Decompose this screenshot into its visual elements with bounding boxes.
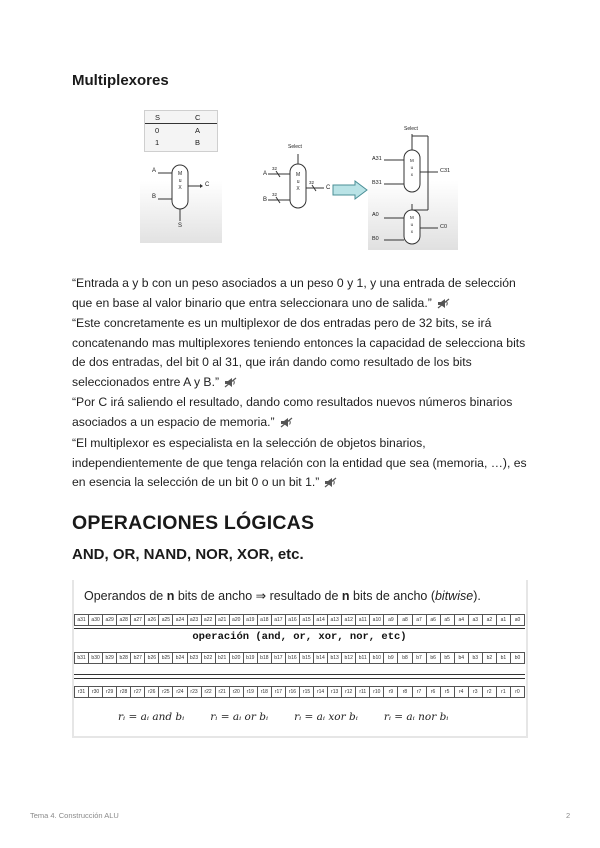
bit-cell: b5	[441, 653, 455, 663]
heading-sub: AND, OR, NAND, NOR, XOR, etc.	[72, 546, 304, 563]
bit-cell: a8	[398, 615, 412, 625]
mux-diagram-basic	[140, 157, 222, 243]
mux-input-a: A	[263, 171, 268, 177]
bit-cell: a11	[356, 615, 370, 625]
bit-cell: a0	[511, 615, 525, 625]
formula: rᵢ = aᵢ nor bᵢ	[383, 711, 449, 723]
footer-title: Tema 4. Construcción ALU	[30, 811, 119, 820]
paragraph	[72, 274, 530, 315]
bit-cell: b15	[300, 653, 314, 663]
truth-table	[144, 110, 218, 152]
speaker-icon[interactable]	[224, 375, 237, 395]
bit-cell: b1	[497, 653, 511, 663]
bit-cell: r26	[145, 687, 159, 697]
bit-cell: r28	[117, 687, 131, 697]
mux-body-letter: u	[410, 222, 414, 227]
bit-cell: b12	[342, 653, 356, 663]
operation-label: operación (and, or, xor, nor, etc)	[192, 631, 407, 643]
bit-cell: r22	[202, 687, 216, 697]
bit-cell: b10	[370, 653, 384, 663]
bit-cell: a22	[202, 615, 216, 625]
bit-cell: r11	[356, 687, 370, 697]
mux-select-title: Select	[288, 144, 302, 150]
bit-cell: a3	[469, 615, 483, 625]
mux-input-b31: B31	[372, 180, 382, 186]
truth-table-cell: 1	[155, 138, 160, 147]
mux-body-letter: u	[410, 165, 414, 170]
formula: rᵢ = aᵢ xor bᵢ	[294, 711, 358, 723]
bit-cell: b4	[455, 653, 469, 663]
bit-cell: r18	[258, 687, 272, 697]
speaker-icon[interactable]	[280, 415, 293, 435]
bit-cell: b13	[328, 653, 342, 663]
bit-cell: r2	[483, 687, 497, 697]
formula: rᵢ = aᵢ or bᵢ	[210, 711, 269, 723]
bit-cell: r25	[159, 687, 173, 697]
bitwise-figure	[72, 580, 528, 738]
mux-input-b: B	[152, 194, 157, 200]
bit-cell: a18	[258, 615, 272, 625]
bit-cell: b30	[89, 653, 103, 663]
paragraph	[72, 393, 530, 434]
bit-cell: b28	[117, 653, 131, 663]
bit-cell: b29	[103, 653, 117, 663]
bitwise-title: Operandos de n bits de ancho ⇒ resultado de n bits de ancho (bitwise).	[84, 589, 481, 603]
bit-cell: r27	[131, 687, 145, 697]
bit-cell: a6	[427, 615, 441, 625]
paragraph-text: “Este concretamente es un multiplexor de dos entradas pero de 32 bits, se irá concatenando mas multiplexores teniendo entonces la capacidad de selecciona bits de dos entradas, del bit 0 al 31, que irán dando como resultado de los bits seleccionados entre A y B.”	[72, 316, 526, 389]
bit-cell: b9	[384, 653, 398, 663]
mux-output-c: C	[326, 185, 331, 191]
bit-cell: a29	[103, 615, 117, 625]
bit-cell: a20	[230, 615, 244, 625]
bit-cell: r15	[300, 687, 314, 697]
truth-table-cell: B	[195, 138, 201, 147]
mux-input-a31: A31	[372, 156, 382, 162]
bit-cell: b8	[398, 653, 412, 663]
paragraph-text: “El multiplexor es especialista en la selección de objetos binarios, independientemente de que tenga relación con la entidad que sea (memoria, …), es en esencia la selección de un bit 0 o un bit 1.”	[72, 436, 527, 489]
figure-border	[72, 736, 528, 738]
bit-cell: a28	[117, 615, 131, 625]
mux-input-b0: B0	[372, 236, 379, 242]
bit-cell: a10	[370, 615, 384, 625]
mux-body-letter: x	[410, 172, 413, 177]
bit-cell: a5	[441, 615, 455, 625]
bit-cell: b19	[244, 653, 258, 663]
bit-cell: r21	[216, 687, 230, 697]
bit-cell: a23	[188, 615, 202, 625]
divider	[74, 678, 525, 679]
divider	[74, 674, 525, 675]
speaker-icon[interactable]	[324, 475, 337, 495]
bit-cell: b17	[272, 653, 286, 663]
operand-a-row	[74, 614, 525, 626]
truth-table-cell: 0	[155, 126, 160, 135]
bit-cell: b21	[216, 653, 230, 663]
paragraph	[72, 434, 530, 495]
bit-cell: r30	[89, 687, 103, 697]
mux-output-c: C	[205, 182, 210, 188]
mux-output-c31: C31	[440, 168, 451, 174]
mux-diagram-cascade	[368, 124, 458, 250]
bit-cell: r12	[342, 687, 356, 697]
bit-cell: b20	[230, 653, 244, 663]
bus-width-label: 32	[272, 166, 278, 171]
formula: rᵢ = aᵢ and bᵢ	[118, 711, 185, 723]
bit-cell: r3	[469, 687, 483, 697]
bit-cell: a2	[483, 615, 497, 625]
mux-select-s: S	[178, 223, 183, 229]
bit-cell: b2	[483, 653, 497, 663]
mux-input-a0: A0	[372, 212, 379, 218]
bit-cell: r13	[328, 687, 342, 697]
mux-body-letter: X	[178, 185, 182, 191]
paragraph	[72, 314, 530, 394]
bit-cell: a31	[75, 615, 89, 625]
mux-output-c0: C0	[440, 224, 448, 230]
bit-cell: a26	[145, 615, 159, 625]
bit-cell: b26	[145, 653, 159, 663]
bit-cell: r8	[398, 687, 412, 697]
mux-input-a: A	[152, 168, 157, 174]
bit-cell: a27	[131, 615, 145, 625]
formula-list	[118, 711, 448, 723]
operand-b-row	[74, 652, 525, 664]
bus-width-label: 32	[309, 180, 315, 185]
paragraph-text: “Por C irá saliendo el resultado, dando como resultados nuevos números binarios asociados a un espacio de memoria.”	[72, 395, 513, 429]
bit-cell: b0	[511, 653, 525, 663]
mux-body-letter: x	[410, 229, 413, 234]
bit-cell: r9	[384, 687, 398, 697]
speaker-icon[interactable]	[437, 296, 450, 316]
mux-input-b: B	[263, 197, 268, 203]
bit-cell: r24	[173, 687, 187, 697]
bit-cell: a17	[272, 615, 286, 625]
bit-cell: r29	[103, 687, 117, 697]
right-arrow-icon	[332, 180, 368, 200]
mux-body-letter: M	[178, 171, 183, 177]
bit-cell: a13	[328, 615, 342, 625]
bit-cell: a1	[497, 615, 511, 625]
bit-cell: r7	[413, 687, 427, 697]
bit-cell: r31	[75, 687, 89, 697]
bit-cell: a12	[342, 615, 356, 625]
bit-cell: r14	[314, 687, 328, 697]
bit-cell: a9	[384, 615, 398, 625]
paragraph-text: “Entrada a y b con un peso asociados a un peso 0 y 1, y una entrada de selección que en base al valor binario que entra seleccionara uno de salida.”	[72, 276, 516, 310]
bit-cell: a30	[89, 615, 103, 625]
bit-cell: a15	[300, 615, 314, 625]
bit-cell: b14	[314, 653, 328, 663]
mux-body-letter: M	[410, 215, 414, 220]
bit-cell: b24	[173, 653, 187, 663]
bit-cell: r5	[441, 687, 455, 697]
bit-cell: a19	[244, 615, 258, 625]
bit-cell: r4	[455, 687, 469, 697]
figure-border	[526, 580, 528, 738]
truth-table-cell: A	[195, 126, 201, 135]
mux-body-letter: u	[296, 179, 300, 185]
bit-cell: r16	[286, 687, 300, 697]
bit-cell: a14	[314, 615, 328, 625]
section-title: Multiplexores	[72, 72, 169, 89]
mux-body-letter: X	[296, 186, 300, 192]
bit-cell: r19	[244, 687, 258, 697]
bit-cell: b3	[469, 653, 483, 663]
bit-cell: b31	[75, 653, 89, 663]
bit-cell: a25	[159, 615, 173, 625]
bit-cell: r17	[272, 687, 286, 697]
truth-table-header-s: S	[155, 113, 161, 122]
truth-table-header-c: C	[195, 113, 201, 122]
bit-cell: a21	[216, 615, 230, 625]
result-row	[74, 686, 525, 698]
mux-body-letter: M	[410, 158, 414, 163]
bit-cell: b23	[188, 653, 202, 663]
bit-cell: r23	[188, 687, 202, 697]
bit-cell: b22	[202, 653, 216, 663]
bit-cell: a16	[286, 615, 300, 625]
bit-cell: r20	[230, 687, 244, 697]
bit-cell: a7	[413, 615, 427, 625]
bit-cell: b16	[286, 653, 300, 663]
bit-cell: r10	[370, 687, 384, 697]
bit-cell: b7	[413, 653, 427, 663]
bit-cell: b25	[159, 653, 173, 663]
bit-cell: r0	[511, 687, 525, 697]
bit-cell: b6	[427, 653, 441, 663]
page-number: 2	[566, 811, 571, 820]
mux-body-letter: M	[296, 172, 301, 178]
bit-cell: b11	[356, 653, 370, 663]
bit-cell: b27	[131, 653, 145, 663]
bit-cell: r1	[497, 687, 511, 697]
bit-cell: b18	[258, 653, 272, 663]
mux-select-title: Select	[404, 126, 418, 132]
bus-width-label: 32	[272, 192, 278, 197]
bit-cell: a24	[173, 615, 187, 625]
mux-diagram-32bit	[262, 140, 334, 212]
bit-cell: r6	[427, 687, 441, 697]
heading-main: OPERACIONES LÓGICAS	[72, 512, 315, 534]
bit-cell: a4	[455, 615, 469, 625]
mux-body-letter: u	[178, 178, 182, 184]
